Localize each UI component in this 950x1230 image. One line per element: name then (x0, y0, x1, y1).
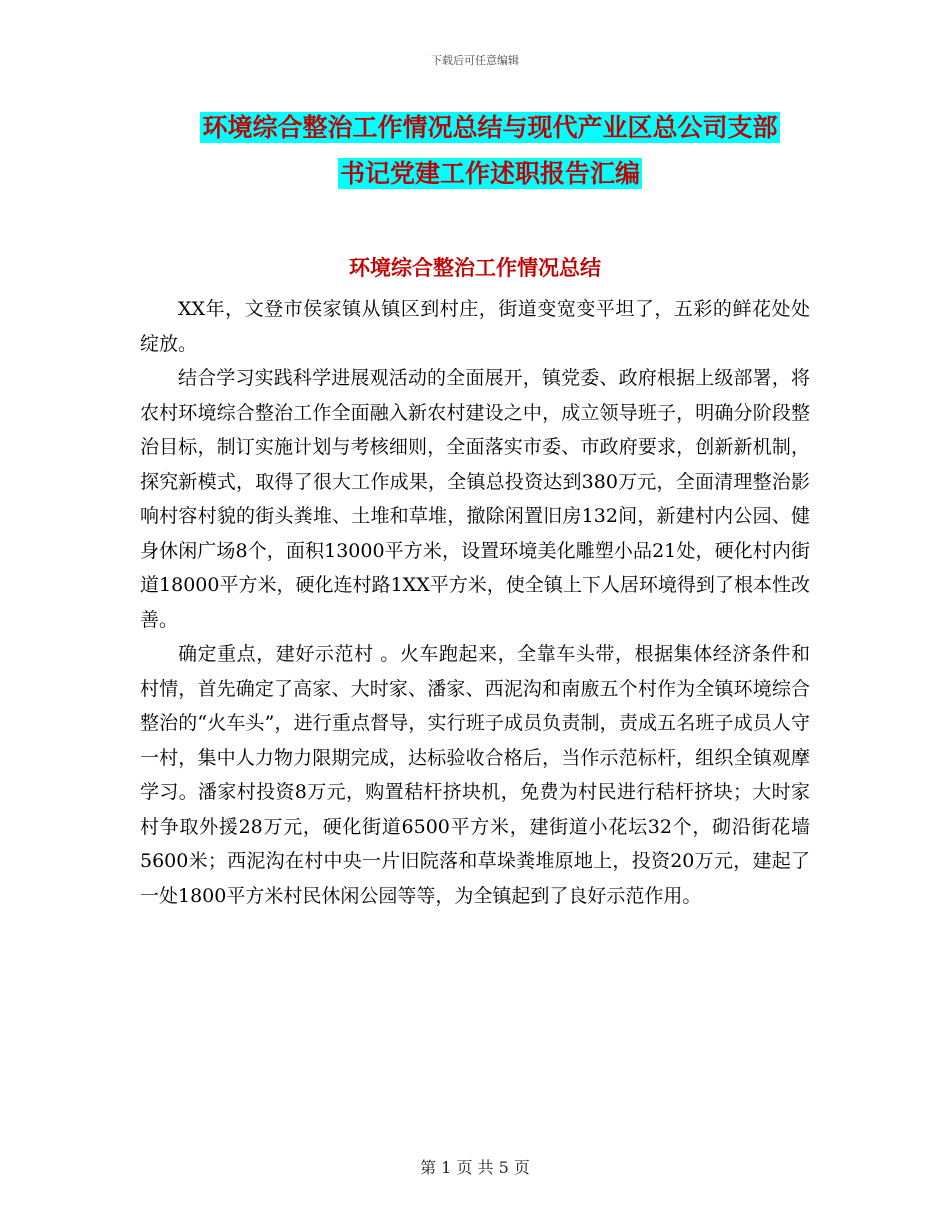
document-body (140, 292, 810, 913)
document-title (160, 112, 820, 204)
page-number: 第 1 页 共 5 页 (420, 1158, 530, 1177)
section-title: 环境综合整治工作情况总结 (349, 256, 601, 280)
document-title-line-2: 书记党建工作述职报告汇编 (339, 159, 640, 188)
paragraph-3: 确定重点，建好示范村 。火车跑起来，全靠车头带，根据集体经济条件和村情，首先确定了高家、大时家、潘家、西泥沟和南廒五个村作为全镇环境综合整治的“火车头”，进行重点督导，实行班子成员负责制，责成五名班子成员人守一村，集中人力物力限期完成，达标验收合格后，当作示范标杆，组织全镇观摩学习。潘家村投资8万元，购置秸杆挤块机，免费为村民进行秸杆挤块；大时家村争取外援28万元，硬化街道6500平方米，建街道小花坛32个，砌沿街花墙5600米；西泥沟在村中央一片旧院落和草垛粪堆原地上，投资20万元，建起了一处1800平方米村民休闲公园等等，为全镇起到了良好示范作用。 (140, 643, 810, 907)
document-title-line-1: 环境综合整治工作情况总结与现代产业区总公司支部 (202, 113, 778, 142)
paragraph-2: 结合学习实践科学进展观活动的全面展开，镇党委、政府根据上级部署，将农村环境综合整治工作全面融入新农村建设之中，成立领导班子，明确分阶段整治目标，制订实施计划与考核细则，全面落实市委、市政府要求，创新新机制，探究新模式，取得了很大工作成果，全镇总投资达到380万元，全面清理整治影响村容村貌的街头粪堆、土堆和草堆，撤除闲置旧房132间，新建村内公园、健身休闲广场8个，面积13000平方米，设置环境美化雕塑小品21处，硬化村内街道18000平方米，硬化连村路1XX平方米，使全镇上下人居环境得到了根本性改善。 (140, 367, 810, 631)
page-header-note: 下载后可任意编辑 (431, 54, 519, 67)
paragraph-1: XX年，文登市侯家镇从镇区到村庄，街道变宽变平坦了，五彩的鲜花处处绽放。 (140, 298, 810, 355)
